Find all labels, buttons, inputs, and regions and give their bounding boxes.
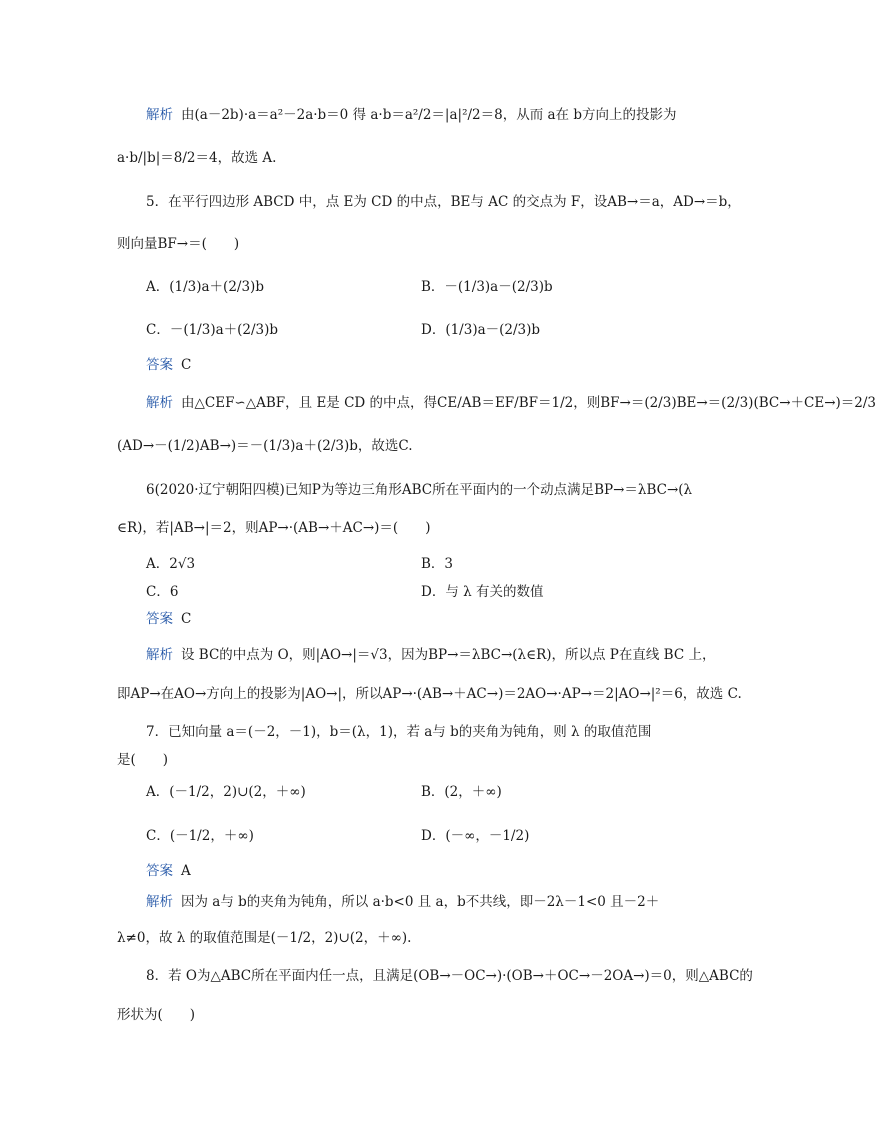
text-line xyxy=(117,148,683,168)
option-right: D．与 λ 有关的数值 xyxy=(421,584,544,600)
text-line xyxy=(117,1005,683,1025)
line-text: 6(2020·辽宁朝阳四模)已知P为等边三角形ABC所在平面内的一个动点满足BP→＝λBC→(λ xyxy=(146,482,693,498)
text-line xyxy=(146,393,876,413)
option-left: C．－(1/3)a＋(2/3)b xyxy=(146,322,279,338)
section-tag: 解析 xyxy=(146,395,173,411)
line-text: 则向量BF→＝( ) xyxy=(117,236,240,252)
option-left: A．2√3 xyxy=(146,556,196,572)
line-text: 由(a－2b)·a＝a²－2a·b＝0 得 a·b＝a²/2＝|a|²/2＝8，从而 a在 b方向上的投影为 xyxy=(181,107,677,123)
text-line xyxy=(146,480,712,500)
line-text: 7．已知向量 a＝(－2，－1)，b＝(λ，1)，若 a与 b的夹角为钝角，则 λ 的取值范围 xyxy=(146,724,652,740)
text-line xyxy=(117,436,683,456)
option-left: C．(－1/2，＋∞) xyxy=(146,828,254,844)
section-tag: 解析 xyxy=(146,894,173,910)
line-text: a·b/|b|＝8/2＝4，故选 A. xyxy=(117,150,277,166)
line-text: λ≠0，故 λ 的取值范围是(－1/2，2)∪(2，＋∞). xyxy=(117,930,412,946)
text-line xyxy=(146,892,712,912)
option-left: A．(1/3)a＋(2/3)b xyxy=(146,279,264,295)
text-line xyxy=(117,234,683,254)
line-text: 因为 a与 b的夹角为钝角，所以 a·b<0 且 a，b不共线，即－2λ－1<0 且－2＋ xyxy=(181,894,660,910)
text-line xyxy=(117,928,683,948)
section-tag: 答案 xyxy=(146,611,173,627)
line-text: 8．若 O为△ABC所在平面内任一点，且满足(OB→－OC→)·(OB→＋OC→－2OA→)＝0，则△ABC的 xyxy=(146,968,753,984)
text-line xyxy=(146,722,712,742)
line-text: 形状为( ) xyxy=(117,1007,196,1023)
text-line xyxy=(146,645,716,665)
option-left: C．6 xyxy=(146,584,179,600)
text-line xyxy=(146,966,753,986)
text-line xyxy=(146,105,712,125)
section-tag: 解析 xyxy=(146,647,173,663)
option-left: A．(－1/2，2)∪(2，＋∞) xyxy=(146,784,306,800)
line-text: ∈R)，若|AB→|＝2，则AP→·(AB→＋AC→)＝( ) xyxy=(117,520,431,536)
option-right: D．(1/3)a－(2/3)b xyxy=(421,322,541,338)
text-line xyxy=(146,609,712,629)
text-line xyxy=(117,518,683,538)
line-text: 由△CEF∽△ABF，且 E是 CD 的中点，得CE/AB＝EF/BF＝1/2，则BF→＝(2/3)BE→＝(2/3)(BC→＋CE→)＝2/3 xyxy=(181,395,876,411)
line-text: C xyxy=(181,611,192,627)
line-text: 设 BC的中点为 O，则|AO→|＝√3，因为BP→＝λBC→(λ∈R)，所以点 P在直线 BC 上， xyxy=(181,647,716,663)
option-right: B．(2，＋∞) xyxy=(421,784,502,800)
section-tag: 答案 xyxy=(146,863,173,879)
section-tag: 答案 xyxy=(146,357,173,373)
text-line xyxy=(146,355,712,375)
line-text: (AD→－(1/2)AB→)＝－(1/3)a＋(2/3)b，故选C. xyxy=(117,438,413,454)
line-text: 5．在平行四边形 ABCD 中，点 E为 CD 的中点，BE与 AC 的交点为 F，设AB→＝a，AD→＝b， xyxy=(146,194,741,210)
option-right: D．(－∞，－1/2) xyxy=(421,828,530,844)
section-tag: 解析 xyxy=(146,107,173,123)
text-line xyxy=(146,192,741,212)
line-text: 即AP→在AO→方向上的投影为|AO→|，所以AP→·(AB→＋AC→)＝2AO→·AP→＝2|AO→|²＝6，故选 C. xyxy=(117,686,742,702)
line-text: A xyxy=(181,863,191,879)
line-text: C xyxy=(181,357,192,373)
line-text: 是( ) xyxy=(117,752,169,768)
text-line xyxy=(146,861,712,881)
text-line xyxy=(117,750,683,770)
text-line xyxy=(117,684,742,704)
option-right: B．3 xyxy=(421,556,454,572)
option-right: B．－(1/3)a－(2/3)b xyxy=(421,279,553,295)
